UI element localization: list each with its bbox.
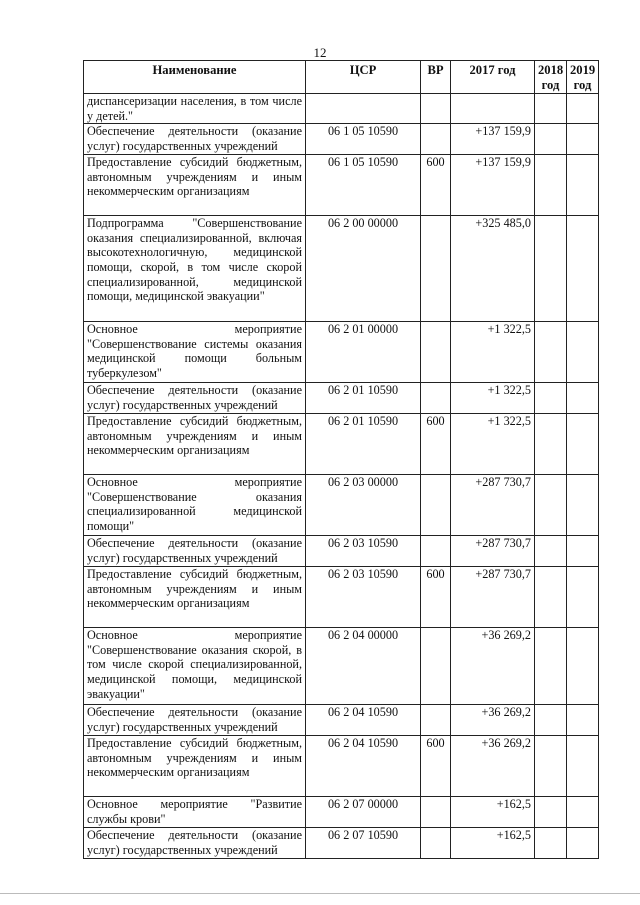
cell-2019 <box>567 797 599 828</box>
cell-2017: +1 322,5 <box>451 383 535 414</box>
cell-csr: 06 2 04 10590 <box>306 705 421 736</box>
cell-csr: 06 2 01 00000 <box>306 322 421 383</box>
cell-csr: 06 2 01 10590 <box>306 414 421 475</box>
cell-2018 <box>535 705 567 736</box>
cell-vr <box>421 322 451 383</box>
cell-2017 <box>451 94 535 124</box>
header-name: Наименование <box>84 61 306 94</box>
table-row <box>84 322 599 383</box>
cell-2019 <box>567 94 599 124</box>
table-row <box>84 155 599 216</box>
cell-2017: +1 322,5 <box>451 414 535 475</box>
table-body <box>84 94 599 859</box>
cell-2017: +36 269,2 <box>451 628 535 705</box>
cell-2018 <box>535 94 567 124</box>
cell-2017: +287 730,7 <box>451 567 535 628</box>
cell-csr: 06 2 01 10590 <box>306 383 421 414</box>
cell-csr: 06 2 03 10590 <box>306 536 421 567</box>
cell-2018 <box>535 628 567 705</box>
cell-2019 <box>567 628 599 705</box>
cell-2017: +1 322,5 <box>451 322 535 383</box>
cell-2018 <box>535 414 567 475</box>
cell-2018 <box>535 736 567 797</box>
cell-vr: 600 <box>421 414 451 475</box>
header-csr: ЦСР <box>306 61 421 94</box>
cell-csr: 06 2 00 00000 <box>306 216 421 322</box>
cell-name: Подпрограмма "Совершенствование оказания специализированной, включая высокотехнологичную, медицинской помощи, скорой, в том числе скорой специализированной, медицинской помощи, медицинской эвакуации" <box>84 216 306 322</box>
cell-vr <box>421 628 451 705</box>
cell-name: Предоставление субсидий бюджетным, автономным учреждениям и иным некоммерческим организациям <box>84 736 306 797</box>
cell-2019 <box>567 322 599 383</box>
table-row <box>84 628 599 705</box>
header-2018: 2018 год <box>535 61 567 94</box>
cell-2018 <box>535 475 567 536</box>
header-2017: 2017 год <box>451 61 535 94</box>
cell-vr <box>421 383 451 414</box>
table-row <box>84 475 599 536</box>
cell-2017: +325 485,0 <box>451 216 535 322</box>
page-number: 12 <box>313 45 327 60</box>
cell-name: Предоставление субсидий бюджетным, автономным учреждениям и иным некоммерческим организациям <box>84 414 306 475</box>
budget-table <box>83 60 599 859</box>
table-row <box>84 383 599 414</box>
cell-csr: 06 2 04 00000 <box>306 628 421 705</box>
cell-csr: 06 2 04 10590 <box>306 736 421 797</box>
cell-2019 <box>567 414 599 475</box>
cell-csr: 06 2 07 10590 <box>306 828 421 859</box>
cell-name: диспансеризации населения, в том числе у детей." <box>84 94 306 124</box>
cell-2018 <box>535 536 567 567</box>
cell-name: Обеспечение деятельности (оказание услуг) государственных учреждений <box>84 383 306 414</box>
cell-2019 <box>567 567 599 628</box>
cell-name: Основное мероприятие "Совершенствование системы оказания медицинской помощи больным туберкулезом" <box>84 322 306 383</box>
cell-name: Обеспечение деятельности (оказание услуг) государственных учреждений <box>84 536 306 567</box>
cell-2018 <box>535 216 567 322</box>
cell-2017: +36 269,2 <box>451 705 535 736</box>
table-row <box>84 736 599 797</box>
table-row <box>84 828 599 859</box>
cell-2019 <box>567 736 599 797</box>
cell-csr: 06 2 03 10590 <box>306 567 421 628</box>
cell-vr: 600 <box>421 736 451 797</box>
cell-vr: 600 <box>421 567 451 628</box>
cell-csr: 06 2 03 00000 <box>306 475 421 536</box>
cell-csr: 06 1 05 10590 <box>306 155 421 216</box>
cell-2017: +162,5 <box>451 828 535 859</box>
cell-2019 <box>567 536 599 567</box>
cell-vr <box>421 828 451 859</box>
cell-vr <box>421 124 451 155</box>
cell-2017: +36 269,2 <box>451 736 535 797</box>
cell-2017: +287 730,7 <box>451 536 535 567</box>
header-2019: 2019 год <box>567 61 599 94</box>
cell-name: Предоставление субсидий бюджетным, автономным учреждениям и иным некоммерческим организациям <box>84 155 306 216</box>
cell-name: Основное мероприятие "Совершенствование оказания скорой, в том числе скорой специализированной, медицинской помощи, медицинской эвакуации" <box>84 628 306 705</box>
cell-2019 <box>567 216 599 322</box>
cell-2019 <box>567 705 599 736</box>
page-bottom-edge <box>0 893 640 894</box>
cell-vr <box>421 797 451 828</box>
cell-2019 <box>567 155 599 216</box>
table-row <box>84 705 599 736</box>
cell-vr <box>421 94 451 124</box>
cell-2017: +287 730,7 <box>451 475 535 536</box>
cell-2017: +137 159,9 <box>451 124 535 155</box>
cell-2018 <box>535 155 567 216</box>
cell-vr <box>421 536 451 567</box>
cell-2019 <box>567 383 599 414</box>
cell-csr <box>306 94 421 124</box>
cell-name: Основное мероприятие "Совершенствование оказания специализированной медицинской помощи" <box>84 475 306 536</box>
table-row <box>84 216 599 322</box>
cell-csr: 06 1 05 10590 <box>306 124 421 155</box>
cell-2017: +162,5 <box>451 797 535 828</box>
table-row <box>84 414 599 475</box>
cell-2018 <box>535 567 567 628</box>
cell-2019 <box>567 828 599 859</box>
table-row <box>84 567 599 628</box>
cell-2018 <box>535 124 567 155</box>
cell-vr <box>421 705 451 736</box>
cell-vr <box>421 475 451 536</box>
cell-vr <box>421 216 451 322</box>
cell-2018 <box>535 383 567 414</box>
cell-2019 <box>567 475 599 536</box>
table-header-row <box>84 61 599 94</box>
table-row <box>84 94 599 124</box>
cell-2018 <box>535 322 567 383</box>
cell-2018 <box>535 797 567 828</box>
cell-name: Обеспечение деятельности (оказание услуг) государственных учреждений <box>84 124 306 155</box>
cell-csr: 06 2 07 00000 <box>306 797 421 828</box>
cell-2017: +137 159,9 <box>451 155 535 216</box>
table-row <box>84 797 599 828</box>
cell-2018 <box>535 828 567 859</box>
cell-name: Обеспечение деятельности (оказание услуг) государственных учреждений <box>84 828 306 859</box>
table-row <box>84 124 599 155</box>
cell-2019 <box>567 124 599 155</box>
cell-name: Основное мероприятие "Развитие службы крови" <box>84 797 306 828</box>
table-row <box>84 536 599 567</box>
cell-name: Предоставление субсидий бюджетным, автономным учреждениям и иным некоммерческим организациям <box>84 567 306 628</box>
cell-vr: 600 <box>421 155 451 216</box>
header-vr: ВР <box>421 61 451 94</box>
cell-name: Обеспечение деятельности (оказание услуг) государственных учреждений <box>84 705 306 736</box>
